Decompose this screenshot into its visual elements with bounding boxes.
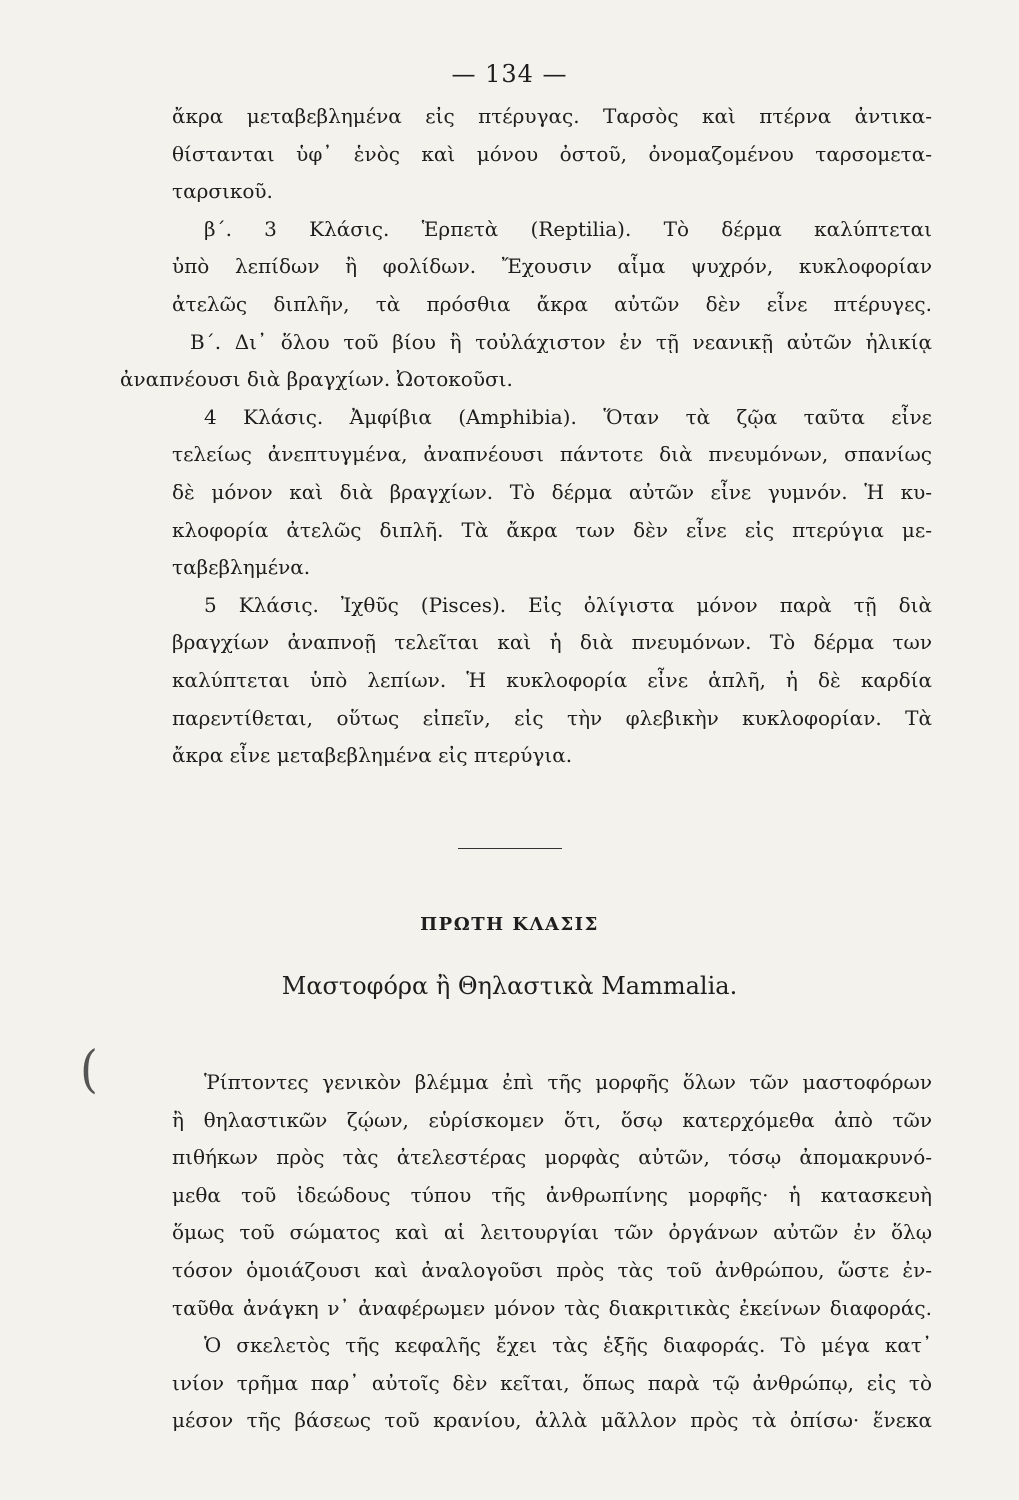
text-line: ἄκρα εἶνε μεταβεβλημένα εἰς πτερύγια. [172, 743, 573, 768]
margin-mark: ( [80, 1039, 98, 1099]
text-line: παρεντίθεται, οὕτως εἰπεῖν, εἰς τὴν φλεβικὴν κυκλοφορίαν. Τὰ [172, 705, 932, 730]
text-line: ταῦθα ἀνάγκη ν᾽ ἀναφέρωμεν μόνον τὰς διακριτικὰς ἐκείνων διαφοράς. [172, 1295, 932, 1320]
text-line: ινίον τρῆμα παρ᾽ αὐτοῖς δὲν κεῖται, ὅπως παρὰ τῷ ἀνθρώπῳ, εἰς τὸ [172, 1370, 932, 1395]
text-line: 4 Κλάσις. Ἀμφίβια (Amphibia). Ὅταν τὰ ζῷα ταῦτα εἶνε [204, 404, 932, 429]
text-line: θίστανται ὑφ᾽ ἑνὸς καὶ μόνου ὀστοῦ, ὀνομαζομένου ταρσομετα- [172, 141, 932, 166]
text-line: β΄. 3 Κλάσις. Ἑρπετὰ (Reptilia). Τὸ δέρμα καλύπτεται [204, 216, 932, 241]
text-line: Ὁ σκελετὸς τῆς κεφαλῆς ἔχει τὰς ἑξῆς διαφοράς. Τὸ μέγα κατ᾽ [204, 1333, 932, 1358]
text-line: 5 Κλάσις. Ἰχθῦς (Pisces). Εἰς ὀλίγιστα μόνον παρὰ τῇ διὰ [204, 592, 932, 617]
text-line: ὅμως τοῦ σώματος καὶ αἱ λειτουργίαι τῶν ὀργάνων αὐτῶν ἐν ὅλῳ [172, 1220, 932, 1245]
text-line: πιθήκων πρὸς τὰς ἀτελεστέρας μορφὰς αὐτῶν, τόσῳ ἀπομακρυνό- [172, 1145, 932, 1170]
text-line: δὲ μόνον καὶ διὰ βραγχίων. Τὸ δέρμα αὐτῶν εἶνε γυμνόν. Ἡ κυ- [172, 479, 932, 504]
section-divider [458, 848, 562, 849]
text-line: ἀναπνέουσι διὰ βραγχίων. Ὠοτοκοῦσι. [120, 367, 513, 392]
text-line: μέσον τῆς βάσεως τοῦ κρανίου, ἀλλὰ μᾶλλον πρὸς τὰ ὀπίσω· ἕνεκα [172, 1408, 932, 1433]
text-line: ἢ θηλαστικῶν ζῴων, εὑρίσκομεν ὅτι, ὅσῳ κατερχόμεθα ἀπὸ τῶν [172, 1107, 932, 1132]
body-text-bottom [172, 1064, 932, 1440]
text-line: βραγχίων ἀναπνοῇ τελεῖται καὶ ἡ διὰ πνευμόνων. Τὸ δέρμα των [172, 630, 932, 655]
text-line: Β΄. Δι᾽ ὅλου τοῦ βίου ἢ τοὐλάχιστον ἐν τῇ νεανικῇ αὐτῶν ἡλικίᾳ [190, 329, 932, 354]
section-subtitle: Μαστοφόρα ἢ Θηλαστικὰ Mammalia. [281, 972, 738, 1000]
text-line: Ῥίπτοντες γενικὸν βλέμμα ἐπὶ τῆς μορφῆς ὅλων τῶν μαστοφόρων [204, 1070, 932, 1094]
page-number: — 134 — [451, 60, 568, 88]
text-line: καλύπτεται ὑπὸ λεπίων. Ἡ κυκλοφορία εἶνε ἁπλῆ, ἡ δὲ καρδία [172, 667, 932, 692]
text-line: ὑπὸ λεπίδων ἢ φολίδων. Ἔχουσιν αἷμα ψυχρόν, κυκλοφορίαν [172, 254, 932, 279]
text-line: ἀτελῶς διπλῆν, τὰ πρόσθια ἄκρα αὐτῶν δὲν εἶνε πτέρυγες. [172, 291, 932, 316]
section-title: ΠΡΩΤΗ ΚΛΑΣΙΣ [420, 914, 599, 935]
text-line: ἄκρα μεταβεβλημένα εἰς πτέρυγας. Ταρσὸς καὶ πτέρνα ἀντικα- [172, 104, 932, 128]
text-line: τόσον ὁμοιάζουσι καὶ ἀναλογοῦσι πρὸς τὰς τοῦ ἀνθρώπου, ὥστε ἐν- [172, 1257, 932, 1282]
text-line: ταρσικοῦ. [172, 179, 273, 204]
text-line: κλοφορία ἀτελῶς διπλῆ. Τὰ ἄκρα των δὲν εἶνε εἰς πτερύγια με- [172, 517, 932, 542]
body-text-top [120, 98, 932, 775]
text-line: τελείως ἀνεπτυγμένα, ἀναπνέουσι πάντοτε διὰ πνευμόνων, σπανίως [172, 442, 932, 467]
text-line: ταβεβλημένα. [172, 555, 311, 580]
text-line: μεθα τοῦ ἰδεώδους τύπου τῆς ἀνθρωπίνης μορφῆς· ἡ κατασκευὴ [172, 1182, 932, 1207]
